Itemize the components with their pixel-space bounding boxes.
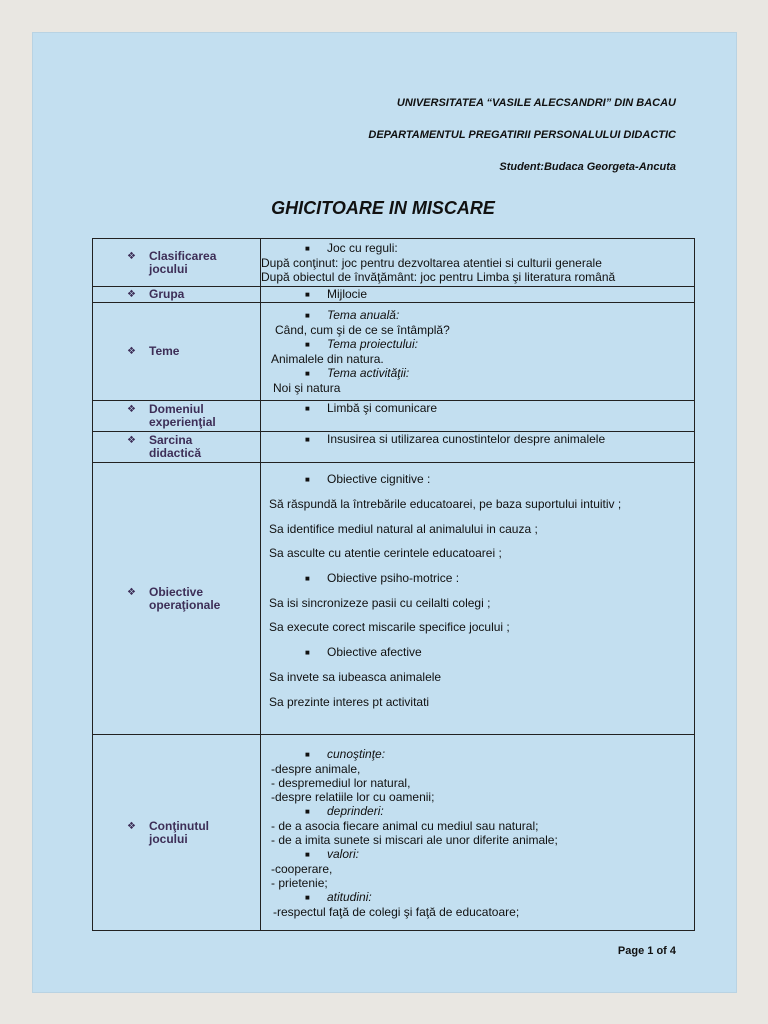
diamond-bullet-icon: ❖ [127, 250, 136, 262]
text-line: Sa identifice mediul natural al animalului in cauza ; [269, 521, 538, 536]
bullet-line: ■ Joc cu reguli: [305, 241, 398, 255]
row-label [93, 250, 260, 276]
row-teme [93, 303, 695, 401]
bullet-line: ■ valori: [305, 846, 360, 861]
square-bullet-icon: ■ [305, 892, 310, 902]
text-line: - prietenie; [271, 875, 328, 890]
text-line: Sa execute corect miscarile specifice jocului ; [269, 620, 510, 635]
row-label-text: Grupa [149, 287, 185, 301]
row-sarcina [93, 432, 695, 463]
text-line: Sa prezinte interes pt activitati [269, 694, 430, 709]
bullet-line: ■ Mijlocie [305, 287, 368, 301]
text-line: -despre relatiile lor cu oamenii; [271, 789, 435, 804]
university-heading: UNIVERSITATEA “VASILE ALECSANDRI” DIN BACAU [396, 97, 676, 109]
page-number: Page 1 of 4 [617, 945, 676, 957]
square-bullet-icon: ■ [305, 849, 310, 859]
department-heading: DEPARTAMENTUL PREGATIRII PERSONALULUI DIDACTIC [368, 129, 676, 141]
row-obiective [93, 463, 695, 735]
bullet-line: ■ Tema activităţii: [305, 366, 410, 380]
row-label [93, 288, 260, 301]
square-bullet-icon: ■ [305, 806, 310, 816]
square-bullet-icon: ■ [305, 475, 310, 484]
square-bullet-icon: ■ [305, 311, 310, 320]
row-label [93, 345, 260, 358]
row-label [93, 434, 260, 460]
text-line: - de a imita sunete si miscari ale unor diferite animale; [271, 832, 558, 847]
diamond-bullet-icon: ❖ [127, 435, 136, 446]
bullet-line: ■ Tema proiectului: [305, 337, 418, 351]
diamond-bullet-icon: ❖ [127, 346, 136, 357]
square-bullet-icon: ■ [305, 340, 310, 349]
text-line: -despre animale, [271, 761, 361, 776]
row-grupa [93, 287, 695, 303]
document-page [32, 32, 737, 993]
diamond-bullet-icon: ❖ [127, 586, 136, 598]
row-label [93, 586, 260, 612]
bullet-line: ■ Obiective psiho-motrice : [269, 566, 694, 591]
bullet-line: ■ deprinderi: [305, 803, 384, 818]
text-line: - de a asocia fiecare animal cu mediul sau natural; [271, 818, 539, 833]
square-bullet-icon: ■ [305, 435, 310, 444]
bullet-line: ■ cunoştinţe: [305, 746, 386, 761]
row-label-text: Teme [149, 344, 180, 358]
text-line: Noi şi natura [273, 381, 341, 395]
diamond-bullet-icon: ❖ [127, 404, 136, 415]
diamond-bullet-icon: ❖ [127, 820, 136, 832]
text-line: Sa asculte cu atentie cerintele educatoarei ; [269, 546, 502, 561]
bullet-line: ■ Tema anuală: [305, 308, 400, 322]
text-line: Să răspundă la întrebările educatoarei, pe baza suportului intuitiv ; [269, 497, 622, 512]
square-bullet-icon: ■ [305, 647, 310, 657]
row-label-text: Obiective operaţionale [149, 584, 221, 612]
row-label-text: Domeniul experienţial [149, 402, 216, 429]
square-bullet-icon: ■ [305, 244, 310, 253]
square-bullet-icon: ■ [305, 573, 310, 583]
bullet-line: ■ atitudini: [305, 889, 372, 904]
text-line: Când, cum şi de ce se întâmplă? [275, 323, 450, 337]
row-continutul [93, 735, 695, 931]
text-line: -respectul faţă de colegi şi faţă de educatoare; [273, 904, 520, 919]
student-name: Student:Budaca Georgeta-Ancuta [499, 161, 676, 173]
document-title: GHICITOARE IN MISCARE [271, 198, 495, 218]
bullet-line: ■ Obiective cignitive : [269, 467, 694, 492]
diamond-bullet-icon: ❖ [127, 289, 136, 300]
row-clasificarea [93, 239, 695, 287]
text-line: Animalele din natura. [271, 352, 384, 366]
text-line: Sa isi sincronizeze pasii cu ceilalti colegi ; [269, 596, 491, 611]
text-line: Sa invete sa iubeasca animalele [269, 670, 442, 685]
text-line: - despremediul lor natural, [271, 775, 411, 790]
row-label [93, 820, 260, 846]
text-line: După obiectul de învăţământ: joc pentru Limba şi literatura română [261, 270, 616, 284]
game-details-table [92, 238, 695, 931]
row-label-text: Sarcina didactică [149, 433, 202, 460]
square-bullet-icon: ■ [305, 290, 310, 299]
row-label [93, 403, 260, 429]
objectives-list [261, 463, 694, 734]
bullet-line: ■ Limbă şi comunicare [305, 401, 438, 415]
row-label-text: Clasificarea jocului [149, 248, 217, 276]
square-bullet-icon: ■ [305, 404, 310, 413]
row-domeniul [93, 401, 695, 432]
text-line: -cooperare, [271, 861, 333, 876]
row-label-text: Conţinutul jocului [149, 818, 209, 846]
text-line: După conţinut: joc pentru dezvoltarea atentiei si culturii generale [261, 256, 602, 270]
bullet-line: ■ Insusirea si utilizarea cunostintelor despre animalele [305, 432, 606, 446]
square-bullet-icon: ■ [305, 749, 310, 759]
square-bullet-icon: ■ [305, 369, 310, 378]
bullet-line: ■ Obiective afective [269, 640, 694, 665]
